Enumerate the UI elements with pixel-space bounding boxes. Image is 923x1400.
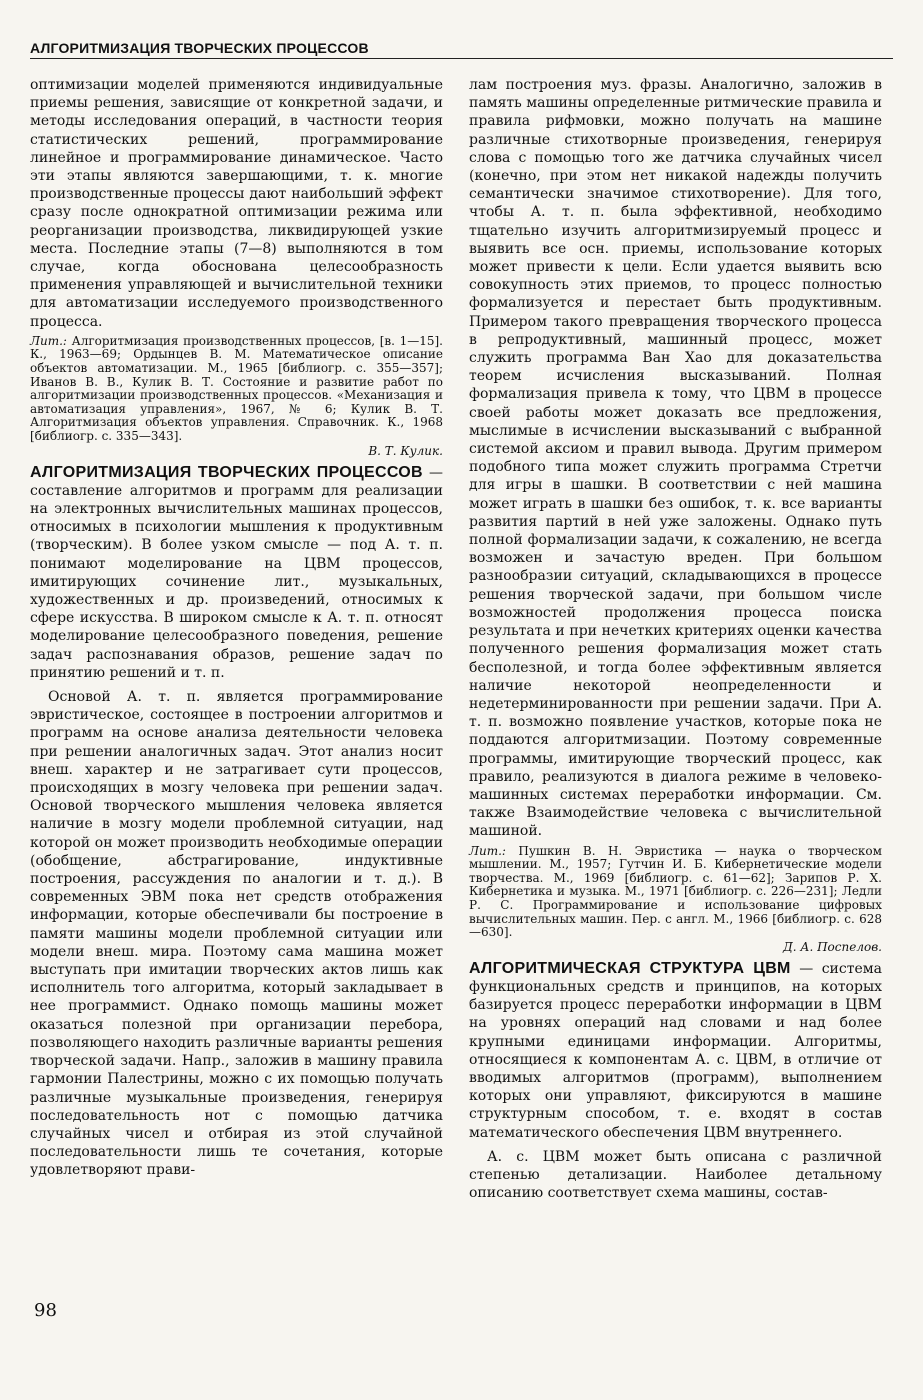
right-column [469,76,882,1202]
lit-text: Алгоритмизация производственных процессов, [в. 1—15]. К., 1963—69; Ордынцев В. М. Математическое описание объектов автоматизации. М., 1965 [библиогр. с. 355—357]; Иванов В. В., Кулик В. Т. Состояние и развитие работ по алгоритмизации производственных процессов. «Механизация и автоматизация управления», 1967, № 6; Кулик В. Т. Алгоритмизация объектов управления. Справочник. К., 1968 [библиогр. с. 335—343]. [30,333,443,443]
author-signature-2: Д. А. Поспелов. [782,939,882,954]
definition: — составление алгоритмов и программ для реализации на электронных вычислительных машинах процессов, относимых в психологии мышления к продуктивным (творческим). В более узком смысле — под А. т. п. понимают моделирование на ЦВМ процессов, имитирующих сочинение лит., музыкальных, художественных и др. произведений, относимых к сфере искусства. В широком смысле к А. т. п. относят моделирование целесообразного поведения, решение задач распознавания образов, решение задач по принятию решений и т. п. [30,464,444,681]
paragraph: А. с. ЦВМ может быть описана с различной степенью детализации. Наиболее детальному описанию соответствует схема машины, состав- [469,1148,882,1202]
paragraph-continued: оптимизации моделей применяются индивидуальные приемы решения, зависящие от конкретной задачи, и методы исследования операций, в частности теория статистических решений, программирование линейное и программирование динамическое. Часто эти этапы являются завершающими, т. к. многие производственные процессы дают наибольший эффект сразу после однократной оптимизации режима или реорганизации производства, ликвидирующей узкие места. Последние этапы (7—8) выполняются в том случае, когда обоснована целесообразность применения управляющей и вычислительной техники для автоматизации исследуемого производственного процесса. [30,77,443,330]
lit-label: Лит.: [30,333,67,348]
lit-label: Лит.: [469,843,506,858]
lit-text: Пушкин В. Н. Эвристика — наука о творческом мышлении. М., 1957; Гутчин И. Б. Кибернетические модели творчества. М., 1969 [библиогр. с. 61—62]; Зарипов Р. Х. Кибернетика и музыка. М., 1971 [библиогр. с. 226—231]; Ледли Р. С. Программирование и использование цифровых вычислительных машин. Пер. с англ. М., 1966 [библиогр. с. 628—630]. [469,843,882,940]
author-signature-1: В. Т. Кулик. [368,443,443,458]
definition: — система функциональных средств и принципов, на которых базируется процесс переработки информации в ЦВМ на уровнях операций над словами и над более крупными единицами информации. Алгоритмы, относящиеся к компонентам А. с. ЦВМ, в отличие от вводимых алгоритмов (программ), выполнением которых они управляют, фиксируются в машине структурным способом, т. е. входят в состав математического обеспечения ЦВМ внутреннего. [469,960,882,1141]
paragraph: Основой А. т. п. является программирование эвристическое, состоящее в построении алгоритмов и программ на основе анализа деятельности человека при решении аналогичных задач. Этот анализ носит внеш. характер и не затрагивает сути процессов, происходящих в мозгу человека при решении задач. Основой творческого мышления человека является наличие в мозгу модели проблемной ситуации, над которой он может производить необходимые операции (обобщение, абстрагирование, индуктивные построения, рассуждения по аналогии и т. д.). В современных ЭВМ пока нет средств отображения информации, которые обеспечивали бы построение в памяти машины модели проблемной ситуации или модели внеш. мира. Поэтому сама машина может выступать при имитации творческих актов лишь как исполнитель того алгоритма, который закладывает в нее программист. Однако помощь машины может оказаться полезной при организации перебора, позволяющего находить различные варианты решения творческой задачи. Напр., заложив в машину правила гармонии Палестрины, можно с их помощью получать различные музыкальные произведения, генерируя последовательность нот с помощью датчика случайных чисел и отбирая из этой случайной последовательности лишь те сочетания, которые удовлетворяют прави- [30,689,443,1179]
bibliography-1 [30,335,443,444]
entry-algorithmization-creative [30,464,443,682]
headword: АЛГОРИТМИЧЕСКАЯ СТРУКТУРА ЦВМ [469,959,791,977]
header-rule [30,58,893,59]
page-number: 98 [34,1300,57,1321]
left-column [30,76,443,1180]
headword: АЛГОРИТМИЗАЦИЯ ТВОРЧЕСКИХ ПРОЦЕССОВ [30,463,423,481]
running-title: АЛГОРИТМИЗАЦИЯ ТВОРЧЕСКИХ ПРОЦЕССОВ [30,40,369,56]
entry-algorithmic-structure [469,960,882,1142]
bibliography-2 [469,845,882,940]
paragraph: лам построения муз. фразы. Аналогично, заложив в память машины определенные ритмические правила и правила рифмовки, можно получать на машине различные стихотворные произведения, генерируя слова с помощью того же датчика случайных чисел (конечно, при этом нет никакой надежды получить семантически значимое стихотворение). Для того, чтобы А. т. п. была эффективной, необходимо тщательно изучить алгоритмизируемый процесс и выявить все осн. приемы, использование которых может привести к цели. Если удается выявить всю совокупность этих приемов, то процесс полностью формализуется и перестает быть продуктивным. Примером такого превращения творческого процесса в репродуктивный, машинный процесс, может служить программа Ван Хао для доказательства теорем исчисления высказываний. Полная формализация привела к тому, что ЦВМ в процессе своей работы может доказать все предложения, мыслимые в исчислении высказываний с выбранной системой аксиом и правил вывода. Другим примером подобного типа может служить программа Стретчи для игры в шашки. В соответствии с ней машина может играть в шашки без ошибок, т. к. все варианты развития партий в ней уже заложены. Однако путь полной формализации задачи, к сожалению, не всегда возможен и зачастую вреден. При большом разнообразии ситуаций, складывающихся в процессе решения творческой задачи, при большом числе возможностей продолжения процесса поиска результата и при нечетких критериях оценки качества полученного решения формализация может стать бесполезной, и тогда более эффективным является наличие некоторой неопределенности и недетерминированности при решении задачи. При А. т. п. возможно появление участков, которые пока не поддаются алгоритмизации. Поэтому современные программы, имитирующие творческий процесс, как правило, реализуются в диалога режиме в человеко-машинных системах переработки информации. См. также Взаимодействие человека с вычислительной машиной. [469,77,882,840]
